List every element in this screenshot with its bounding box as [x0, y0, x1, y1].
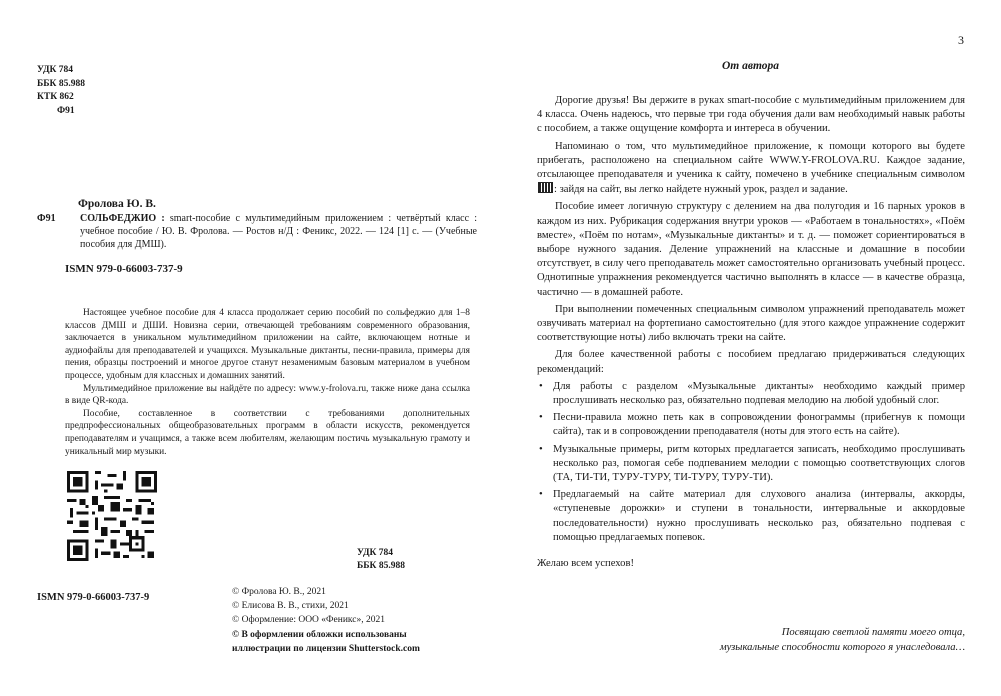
paragraph: Дорогие друзья! Вы держите в руках smart-пособие с мультимедийным приложением для 4 класса. Очень надеюсь, что первые три года обучения дали вам необходимый навык работы с пособием, а также ощущение комфорта и интереса в обучении.: [537, 95, 965, 135]
author-mark: Ф91: [57, 105, 75, 116]
ktk-code: КТК 862: [37, 92, 74, 102]
paragraph-site: [537, 140, 965, 198]
paragraph: Пособие имеет логичную структуру с делением на два полугодия и 16 парных уроков в каждом из них. Рубрикация содержания внутри уроков — «Работаем в тональностях», «Поём вместе», «Поём по нотам», «Музыкальные диктанты» и т. д. — поможет сориентироваться в выборе нужного задания. Деление упражнений на классные и домашние в пособии отсутствует, в силу чего преподаватель может самостоятельно организовать учебный процесс. Однотипные упражнения рекомендуется частично выполнять в классе — в качестве образца, частично — в домашней работе.: [537, 201, 965, 298]
paragraph: Для более качественной работы с пособием предлагаю придерживаться следующих рекомендаций:: [537, 349, 965, 375]
biblio-text: smart-пособие с мультимедийным приложением : четвёртый класс : учебное пособие / Ю. В. Фролова. — Ростов н/Д : Феникс, 2022. — 124 [1] с. — (Учебные пособия для ДМШ).: [80, 213, 477, 251]
bullet-icon: •: [539, 412, 543, 424]
page-number: 3: [958, 33, 964, 47]
isbn-bottom: ISMN 979-0-66003-737-9: [37, 592, 150, 603]
udk-bbk-bottom: [357, 547, 405, 573]
author-foreword: [537, 94, 965, 574]
abstract: [65, 307, 470, 458]
bullet-text: Музыкальные примеры, ритм которых предлагается записать, необходимо прослушивать несколько раз, помогая себе подпеванием мелодии с помощью соответствующих слогов (ТА, ТИ-ТИ, ТУРУ-ТУРУ, ТИ-ТУРУ, ТУРУ-ТИ).: [553, 443, 965, 484]
udk-code: УДК 784: [37, 65, 74, 75]
copyright-line: © Фролова Ю. В., 2021: [232, 587, 326, 597]
abstract-paragraph: Мультимедийное приложение вы найдёте по адресу: www.y-frolova.ru, также ниже дана ссылка в виде QR-кода.: [65, 383, 470, 407]
bullet-text: Предлагаемый на сайте материал для слухового анализа (интервалы, аккорды, «ступеневые дорожки» и ступени в тональности, интервальные и аккордовые последовательности) нужно прослушивать несколько раз, обязательно подпевая с помощью предлагаемых попевок.: [553, 489, 965, 543]
dedication-line: Посвящаю светлой памяти моего отца,: [781, 627, 965, 638]
site-text-before: Напоминаю о том, что мультимедийное приложение, к помощи которого вы будете прибегать, расположено на специальном сайте WWW.Y-FROLOVA.RU. Каждое задание, отсылающее преподавателя и ученика к сайту, помечено в учебнике специальным символом: [537, 140, 965, 181]
qr-code[interactable]: [67, 471, 157, 561]
bullet-text: Песни-правила можно петь как в сопровождении фонограммы (прибегнув к помощи сайта), так и в сопровождении преподавателя (ноты для этого есть на сайте).: [553, 412, 965, 438]
abstract-paragraph: Настоящее учебное пособие для 4 класса продолжает серию пособий по сольфеджио для 1–8 классов ДМШ и ДШИ. Новизна серии, отвечающей требованиям современного образования, заключается в уникальном мультимедийном приложении на сайте, включающем нотные и аудиофайлы для преподавателей и учащихся. Музыкальные диктанты, песни-правила, примеры для пения, образцы построений и многое другое станут незаменимым базовым материалом в учебном процессе, удобным для классных и домашних занятий.: [65, 308, 470, 381]
bullet-text: Для работы с разделом «Музыкальные диктанты» необходимо каждый пример прослушивать несколько раз, обязательно подпевая мелодию на любой удобный слог.: [553, 380, 965, 407]
bullet-item: [537, 443, 965, 486]
abstract-paragraph: Пособие, составленное в соответствии с требованиями дополнительных предпрофессиональных общеобразовательных программ в области искусств, рекомендуется преподавателям и учащимся, а также всем любителям, желающим постичь музыкальную грамоту и уникальный мир музыки.: [65, 408, 470, 457]
qr-symbol-icon: [538, 182, 553, 193]
copyright-block: [232, 585, 420, 656]
copyright-line: © В оформлении обложки использованы: [232, 629, 407, 640]
bullet-icon: •: [539, 380, 543, 392]
bullet-icon: •: [539, 443, 543, 455]
dedication-line: музыкальные способности которого я унаследовала…: [719, 641, 965, 653]
left-page: [0, 0, 500, 696]
paragraph: При выполнении помеченных специальным символом упражнений преподаватель может озвучивать материал на фортепиано самостоятельно (для этого каждое упражнение содержит соответствующие ноты) либо включать треки на сайте.: [537, 303, 965, 344]
bbk-code: ББК 85.988: [37, 78, 85, 89]
bullet-item: [537, 380, 965, 408]
bullet-icon: •: [539, 489, 543, 501]
closing-line: Желаю всем успехов!: [537, 558, 634, 570]
library-codes: [37, 64, 85, 118]
biblio-title: СОЛЬФЕДЖИО :: [80, 213, 165, 224]
biblio-code: Ф91: [37, 213, 56, 224]
bullet-item: [537, 488, 965, 545]
copyright-line: иллюстрации по лицензии Shutterstock.com: [232, 643, 420, 654]
bbk-bottom: ББК 85.988: [357, 561, 405, 571]
author-name: Фролова Ю. В.: [78, 198, 156, 210]
site-text-after: : зайдя на сайт, вы легко найдете нужный урок, раздел и задание.: [554, 184, 848, 196]
udk-bottom: УДК 784: [357, 548, 394, 558]
isbn-top: ISMN 979-0-66003-737-9: [65, 263, 183, 275]
biblio-description: [80, 212, 477, 252]
copyright-line: © Оформление: ООО «Феникс», 2021: [232, 615, 386, 626]
copyright-line: © Елисова В. В., стихи, 2021: [232, 601, 349, 612]
section-heading: От автора: [721, 60, 780, 72]
dedication: [620, 626, 965, 655]
bibliographic-record: [37, 212, 477, 252]
bullet-item: [537, 411, 965, 439]
